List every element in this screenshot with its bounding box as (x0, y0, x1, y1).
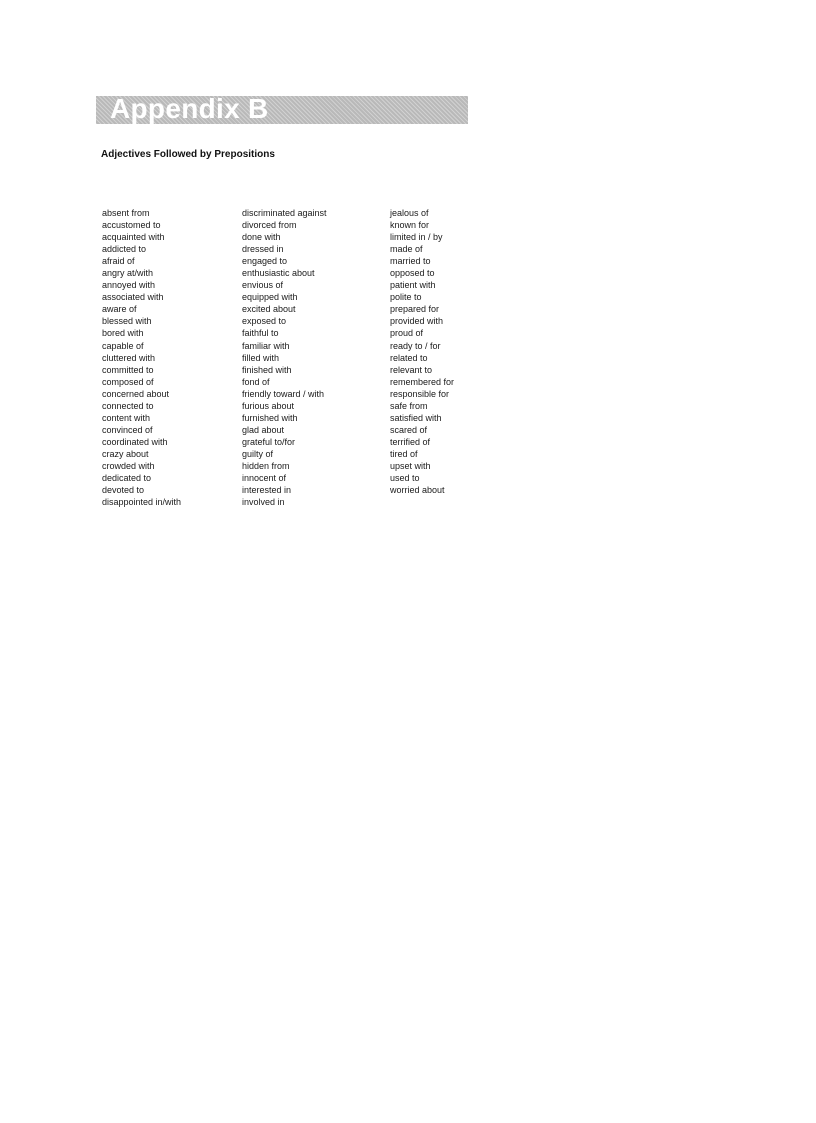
adjective-preposition-entry: hidden from (242, 460, 290, 471)
adjective-preposition-entry: provided with (390, 316, 444, 327)
adjective-preposition-entry: married to (390, 256, 431, 267)
adjective-preposition-entry: equipped with (242, 292, 298, 303)
adjective-preposition-entry: known for (390, 220, 430, 231)
section-subtitle: Adjectives Followed by Prepositions (101, 149, 275, 160)
adjective-preposition-entry: opposed to (390, 268, 435, 279)
adjective-preposition-entry: coordinated with (102, 436, 168, 447)
adjective-preposition-entry: furnished with (242, 412, 298, 423)
adjective-preposition-entry: concerned about (102, 388, 170, 399)
adjective-preposition-entry: ready to / for (390, 340, 441, 351)
adjective-preposition-entry: scared of (390, 424, 428, 435)
adjective-preposition-entry: involved in (242, 497, 285, 508)
adjective-preposition-entry: prepared for (390, 304, 440, 315)
adjective-preposition-entry: interested in (242, 485, 292, 496)
adjective-preposition-entry: associated with (102, 292, 164, 303)
adjective-preposition-entry: blessed with (102, 316, 152, 327)
adjective-preposition-entry: responsible for (390, 388, 450, 399)
adjective-preposition-entry: upset with (390, 460, 431, 471)
adjective-preposition-entry: convinced of (102, 424, 153, 435)
adjective-preposition-entry: innocent of (242, 473, 287, 484)
adjective-preposition-entry: jealous of (390, 208, 429, 218)
adjective-preposition-entry: dressed in (242, 244, 284, 255)
adjective-preposition-entry: angry at/with (102, 268, 154, 279)
adjective-preposition-entry: aware of (102, 304, 137, 315)
adjective-preposition-entry: envious of (242, 280, 284, 291)
adjective-preposition-entry: disappointed in/with (102, 497, 182, 508)
adjective-preposition-entry: satisfied with (390, 412, 442, 423)
adjective-preposition-entry: furious about (242, 400, 295, 411)
adjective-preposition-entry: related to (390, 352, 428, 363)
adjective-column-2 (242, 207, 327, 508)
adjective-preposition-entry: composed of (102, 376, 154, 387)
adjective-preposition-entry: safe from (390, 400, 428, 411)
adjective-preposition-entry: proud of (390, 328, 424, 339)
adjective-column-3 (390, 207, 454, 496)
adjective-preposition-entry: tired of (390, 448, 418, 459)
adjective-preposition-entry: used to (390, 473, 420, 484)
adjective-preposition-entry: fond of (242, 376, 270, 387)
adjective-preposition-entry: divorced from (242, 220, 297, 231)
adjective-preposition-entry: discriminated against (242, 208, 327, 218)
adjective-column-1 (102, 207, 181, 508)
adjective-preposition-entry: enthusiastic about (242, 268, 315, 279)
adjective-preposition-entry: crazy about (102, 448, 149, 459)
appendix-title: Appendix B (110, 93, 269, 124)
adjective-preposition-entry: capable of (102, 340, 144, 351)
adjective-preposition-entry: worried about (390, 485, 445, 496)
adjective-preposition-entry: cluttered with (102, 352, 156, 363)
adjective-preposition-entry: relevant to (390, 364, 433, 375)
adjective-preposition-entry: absent from (102, 208, 150, 218)
adjective-preposition-entry: friendly toward / with (242, 388, 325, 399)
adjective-preposition-entry: glad about (242, 424, 285, 435)
adjective-preposition-entry: addicted to (102, 244, 147, 255)
appendix-banner (96, 93, 468, 124)
adjective-preposition-entry: committed to (102, 364, 154, 375)
adjective-preposition-entry: bored with (102, 328, 144, 339)
adjective-preposition-entry: acquainted with (102, 232, 165, 243)
adjective-preposition-entry: excited about (242, 304, 296, 315)
adjective-preposition-entry: connected to (102, 400, 154, 411)
adjective-preposition-entry: filled with (242, 352, 280, 363)
adjective-preposition-entry: content with (102, 412, 151, 423)
adjective-preposition-entry: done with (242, 232, 281, 243)
adjective-preposition-entry: polite to (390, 292, 422, 303)
adjective-preposition-entry: familiar with (242, 340, 290, 351)
adjective-preposition-entry: patient with (390, 280, 436, 291)
adjective-preposition-entry: annoyed with (102, 280, 156, 291)
adjective-preposition-entry: finished with (242, 364, 292, 375)
adjective-preposition-entry: guilty of (242, 448, 274, 459)
adjective-preposition-entry: terrified of (390, 436, 431, 447)
adjective-preposition-entry: accustomed to (102, 220, 161, 231)
adjective-preposition-entry: devoted to (102, 485, 145, 496)
adjective-preposition-entry: remembered for (390, 376, 455, 387)
adjective-preposition-entry: crowded with (102, 460, 155, 471)
adjective-preposition-entry: engaged to (242, 256, 288, 267)
adjective-preposition-entry: made of (390, 244, 423, 255)
adjective-preposition-entry: exposed to (242, 316, 287, 327)
adjective-preposition-entry: limited in / by (390, 232, 443, 243)
adjective-preposition-entry: afraid of (102, 256, 135, 267)
adjective-preposition-entry: faithful to (242, 328, 279, 339)
adjective-preposition-entry: dedicated to (102, 473, 152, 484)
adjective-preposition-entry: grateful to/for (242, 436, 296, 447)
